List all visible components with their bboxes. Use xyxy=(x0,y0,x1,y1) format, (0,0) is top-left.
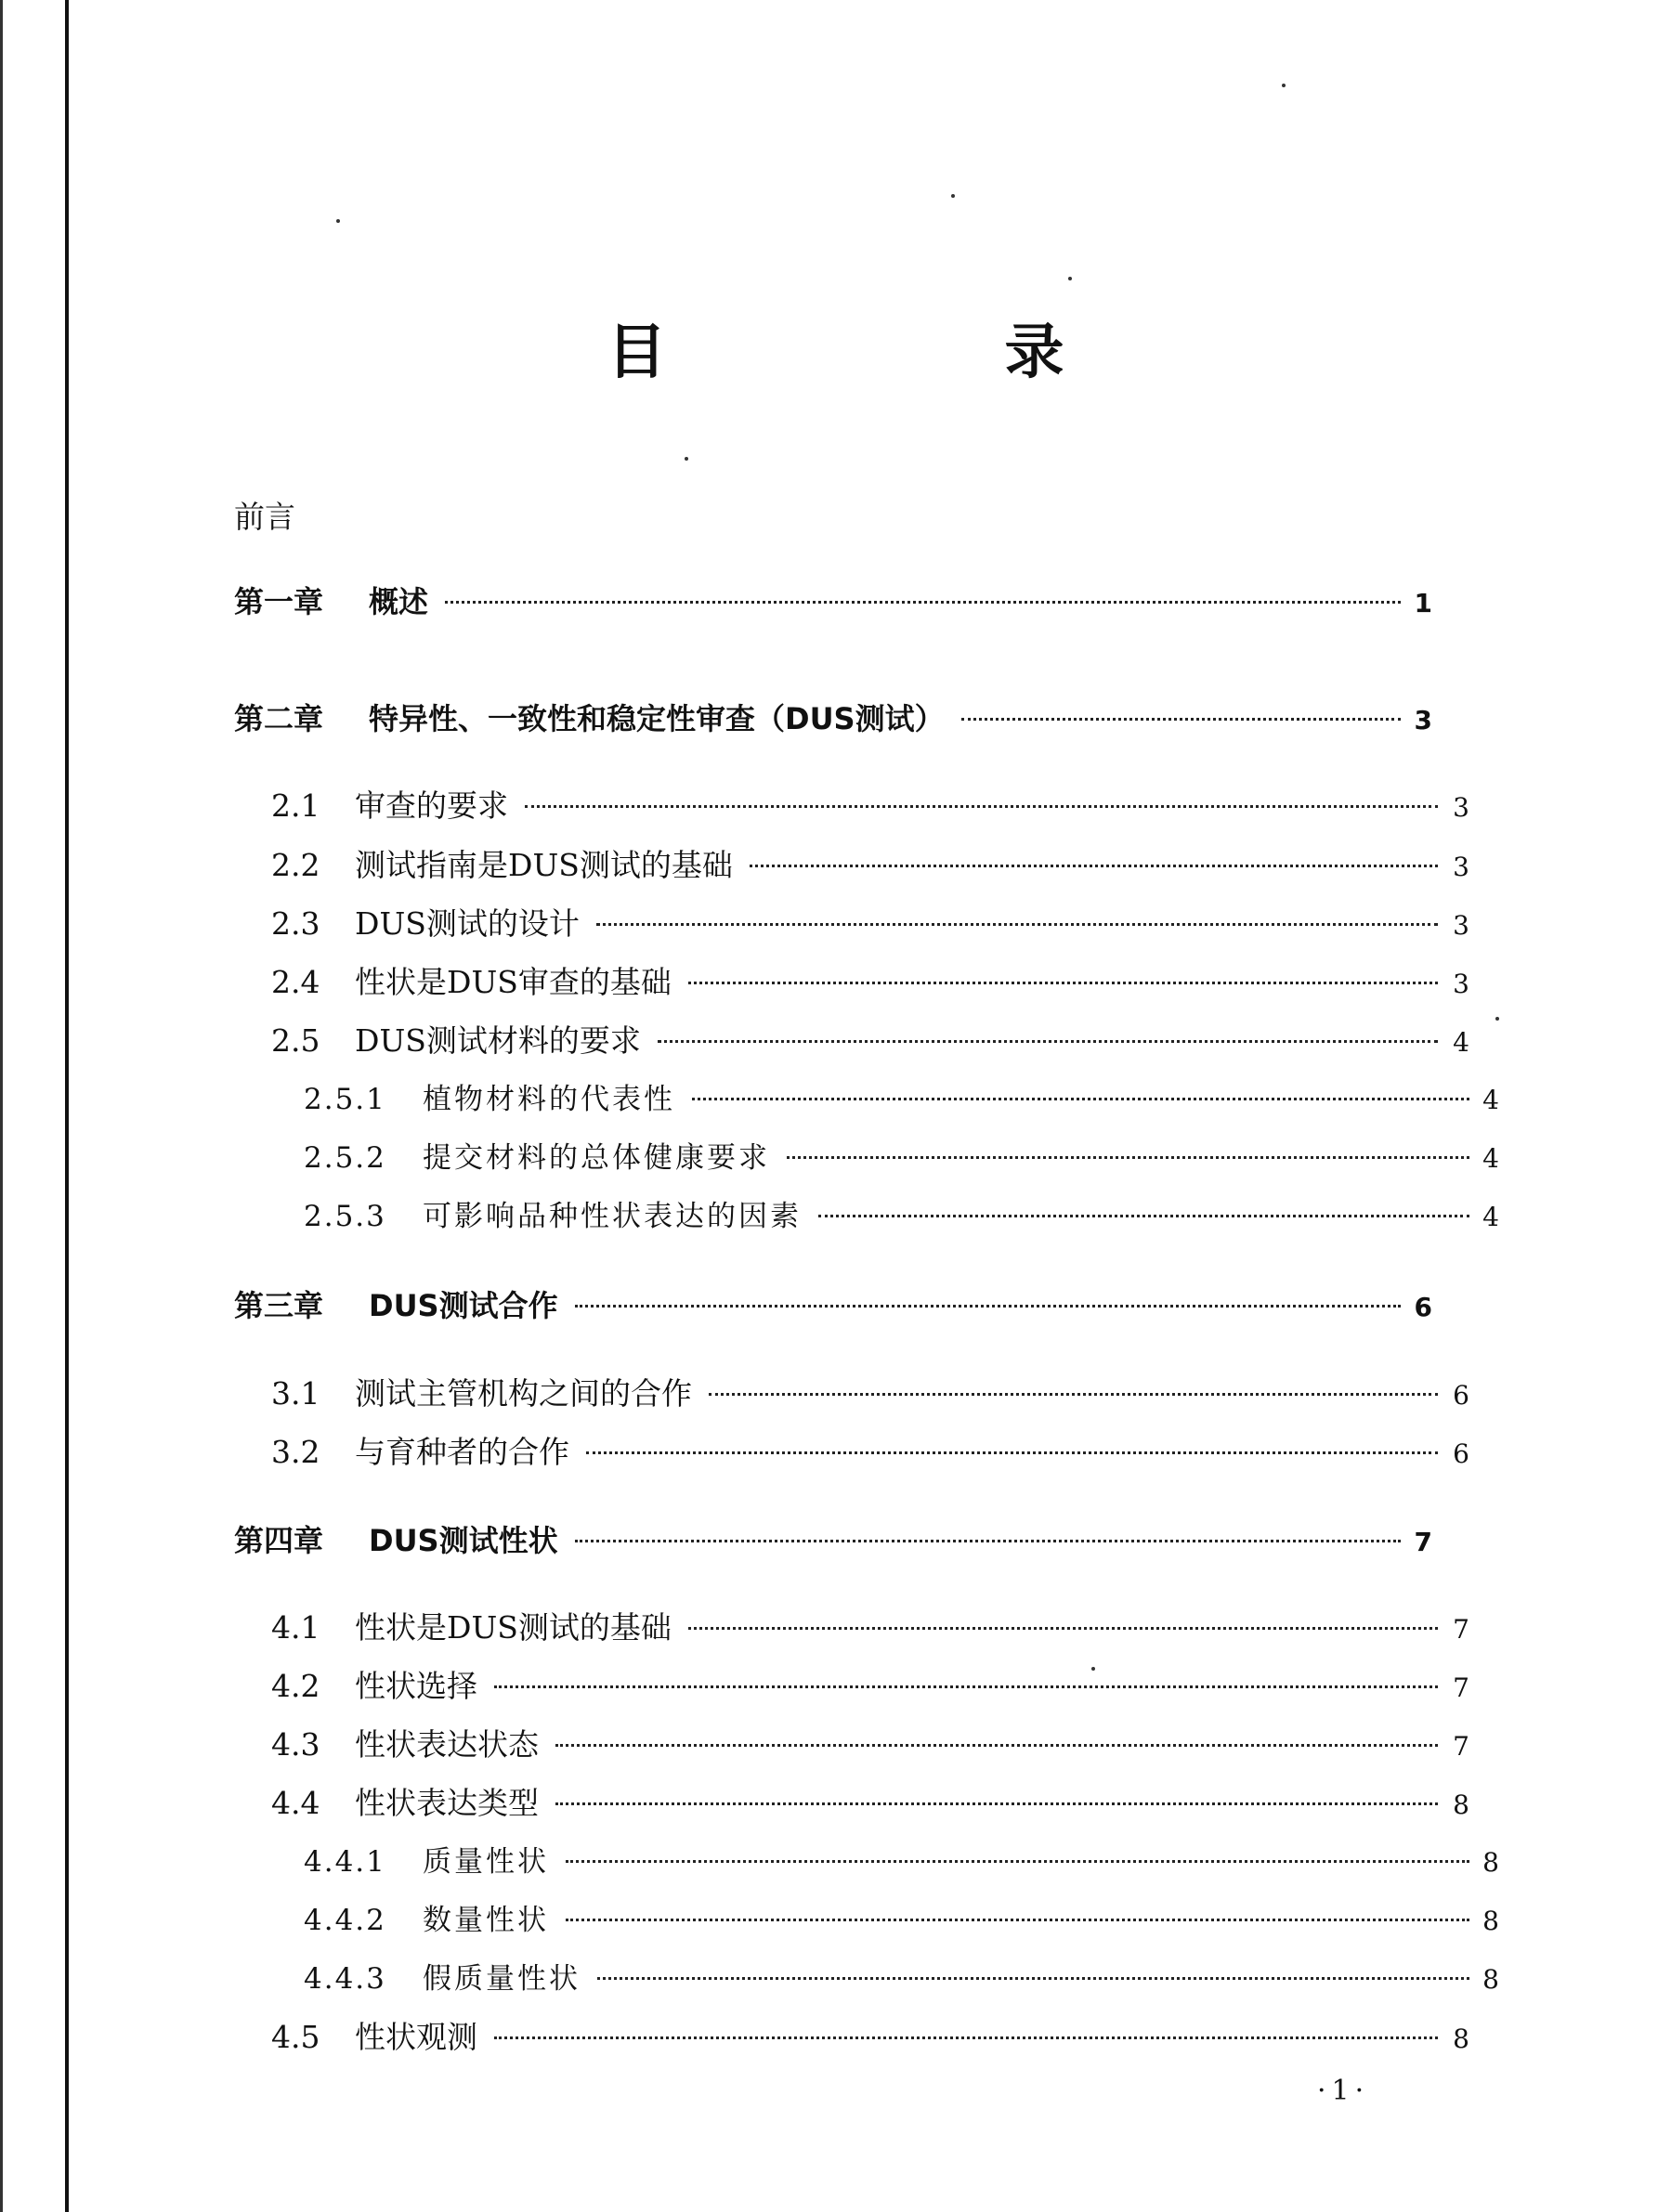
toc-subsection-2-5-1[interactable] xyxy=(234,1079,1502,1120)
leader-dots xyxy=(597,1977,1469,1980)
toc-subsection-2-5-2[interactable] xyxy=(234,1138,1502,1178)
leader-dots xyxy=(688,1627,1438,1630)
toc-chapter-3[interactable] xyxy=(234,1285,1432,1326)
toc-label: 假质量性状 xyxy=(423,1962,581,1996)
toc-page: 8 xyxy=(1482,1964,1502,1995)
toc-page: 7 xyxy=(1453,1614,1469,1645)
toc-page: 3 xyxy=(1453,969,1469,999)
toc-label: DUS测试的设计 xyxy=(355,905,580,942)
toc-page: 4 xyxy=(1482,1143,1502,1174)
toc-page: 7 xyxy=(1414,1527,1432,1557)
toc-number: 第四章 xyxy=(234,1523,324,1558)
toc-label: 测试主管机构之间的合作 xyxy=(355,1375,692,1412)
toc-page: 3 xyxy=(1453,852,1469,882)
toc-page: 6 xyxy=(1453,1438,1469,1469)
leader-dots xyxy=(750,865,1438,867)
toc-number: 4.3 xyxy=(271,1726,320,1763)
toc-label: 性状是DUS审查的基础 xyxy=(355,964,672,1000)
toc-number: 4.1 xyxy=(271,1609,320,1646)
toc-number: 2.5 xyxy=(271,1022,320,1059)
toc-page: 4 xyxy=(1482,1202,1502,1232)
toc-preface[interactable] xyxy=(234,497,1432,538)
toc-subsection-4-4-3[interactable] xyxy=(234,1958,1502,1999)
toc-section-4-2[interactable] xyxy=(234,1666,1469,1707)
toc-section-3-1[interactable] xyxy=(234,1373,1469,1414)
leader-dots xyxy=(961,718,1401,721)
toc-number: 第一章 xyxy=(234,584,324,619)
toc-number: 2.5.1 xyxy=(304,1083,386,1116)
toc-number: 4.2 xyxy=(271,1668,320,1704)
leader-dots xyxy=(586,1451,1438,1454)
toc-page: 7 xyxy=(1453,1731,1469,1762)
toc-number: 2.5.2 xyxy=(304,1141,386,1175)
toc-number: 4.4.3 xyxy=(304,1962,386,1996)
toc-label: 与育种者的合作 xyxy=(355,1434,569,1470)
toc-number: 2.2 xyxy=(271,847,320,883)
leader-dots xyxy=(494,1685,1438,1688)
toc-number: 2.1 xyxy=(271,787,320,824)
toc-number: 第二章 xyxy=(234,701,324,736)
page-number: ·1· xyxy=(1317,2075,1370,2107)
toc-page: 3 xyxy=(1453,792,1469,823)
toc-page: 8 xyxy=(1453,1789,1469,1820)
toc-label: DUS测试性状 xyxy=(369,1523,558,1558)
table-of-contents xyxy=(234,0,1502,2212)
toc-section-4-4[interactable] xyxy=(234,1783,1469,1824)
leader-dots xyxy=(692,1098,1469,1100)
toc-page: 3 xyxy=(1453,910,1469,941)
scan-speck xyxy=(1495,1017,1499,1021)
toc-label: 审查的要求 xyxy=(355,787,508,824)
toc-label: 质量性状 xyxy=(423,1845,549,1879)
toc-section-2-3[interactable] xyxy=(234,904,1469,944)
toc-subsection-4-4-2[interactable] xyxy=(234,1900,1502,1941)
page-title: 目 录 xyxy=(607,319,1204,387)
scan-speck xyxy=(1091,1667,1095,1671)
toc-label: 特异性、一致性和稳定性审查（DUS测试） xyxy=(369,701,945,736)
toc-label: 性状表达类型 xyxy=(355,1785,539,1821)
toc-number: 4.4 xyxy=(271,1785,320,1821)
toc-label: DUS测试材料的要求 xyxy=(355,1022,641,1059)
toc-label: DUS测试合作 xyxy=(369,1288,558,1323)
toc-number: 4.5 xyxy=(271,2019,320,2055)
toc-label: 测试指南是DUS测试的基础 xyxy=(355,847,733,883)
toc-page: 6 xyxy=(1414,1292,1432,1322)
leader-dots xyxy=(596,923,1438,926)
toc-page: 4 xyxy=(1482,1085,1502,1115)
leader-dots xyxy=(445,601,1401,604)
leader-dots xyxy=(525,805,1438,808)
toc-page: 3 xyxy=(1414,705,1432,735)
leader-dots xyxy=(566,1919,1469,1921)
toc-chapter-2[interactable] xyxy=(234,698,1432,739)
leader-dots xyxy=(555,1802,1438,1805)
toc-number: 2.3 xyxy=(271,905,320,942)
toc-label: 前言 xyxy=(234,499,295,535)
leader-dots xyxy=(555,1744,1438,1747)
toc-page: 8 xyxy=(1453,2023,1469,2054)
leader-dots xyxy=(494,2036,1438,2039)
toc-label: 性状选择 xyxy=(355,1668,477,1704)
toc-section-2-4[interactable] xyxy=(234,962,1469,1003)
toc-number: 3.1 xyxy=(271,1375,320,1412)
leader-dots xyxy=(709,1393,1438,1396)
scan-speck xyxy=(336,219,340,223)
toc-section-4-5[interactable] xyxy=(234,2017,1469,2058)
toc-number: 第三章 xyxy=(234,1288,324,1323)
toc-label: 可影响品种性状表达的因素 xyxy=(423,1200,802,1233)
scan-speck xyxy=(951,194,955,198)
toc-page: 1 xyxy=(1414,588,1432,618)
toc-number: 3.2 xyxy=(271,1434,320,1470)
toc-section-3-2[interactable] xyxy=(234,1432,1469,1473)
toc-chapter-4[interactable] xyxy=(234,1520,1432,1561)
toc-label: 植物材料的代表性 xyxy=(423,1083,675,1116)
toc-chapter-1[interactable] xyxy=(234,581,1432,622)
leader-dots xyxy=(566,1860,1469,1863)
leader-dots xyxy=(688,982,1438,984)
toc-label: 性状观测 xyxy=(355,2019,477,2055)
scan-speck xyxy=(1282,84,1286,87)
toc-page: 7 xyxy=(1453,1672,1469,1703)
toc-label: 性状表达状态 xyxy=(355,1726,539,1763)
toc-label: 数量性状 xyxy=(423,1904,549,1937)
leader-dots xyxy=(818,1215,1469,1217)
leader-dots xyxy=(787,1156,1469,1159)
toc-page: 4 xyxy=(1453,1027,1469,1058)
scan-speck xyxy=(685,457,688,461)
leader-dots xyxy=(575,1540,1401,1542)
toc-section-4-1[interactable] xyxy=(234,1607,1469,1648)
toc-page: 8 xyxy=(1482,1847,1502,1878)
toc-section-2-1[interactable] xyxy=(234,786,1469,826)
toc-section-4-3[interactable] xyxy=(234,1724,1469,1765)
leader-dots xyxy=(658,1040,1438,1043)
toc-section-2-5[interactable] xyxy=(234,1021,1469,1061)
toc-number: 4.4.2 xyxy=(304,1904,386,1937)
toc-subsection-4-4-1[interactable] xyxy=(234,1841,1502,1882)
toc-label: 概述 xyxy=(369,584,429,619)
scan-speck xyxy=(1068,277,1072,280)
toc-page: 8 xyxy=(1482,1906,1502,1936)
toc-label: 提交材料的总体健康要求 xyxy=(423,1141,770,1175)
toc-section-2-2[interactable] xyxy=(234,845,1469,886)
toc-number: 4.4.1 xyxy=(304,1845,386,1879)
toc-label: 性状是DUS测试的基础 xyxy=(355,1609,672,1646)
toc-number: 2.4 xyxy=(271,964,320,1000)
leader-dots xyxy=(575,1305,1401,1308)
toc-number: 2.5.3 xyxy=(304,1200,386,1233)
toc-page: 6 xyxy=(1453,1380,1469,1411)
toc-subsection-2-5-3[interactable] xyxy=(234,1196,1502,1237)
